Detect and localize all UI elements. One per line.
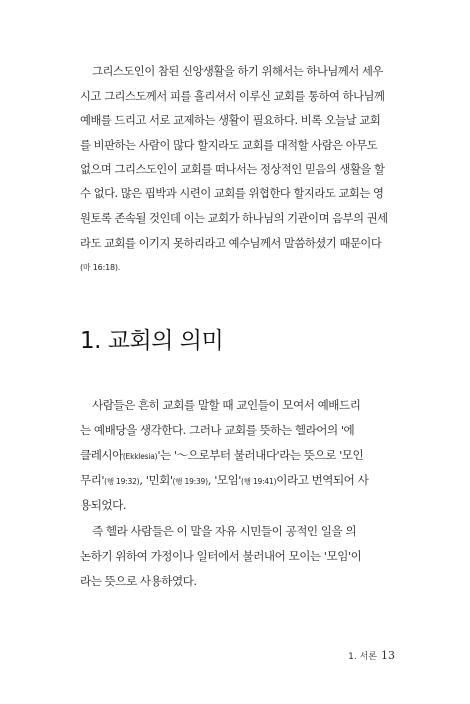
intro-line: 예배를 드리고 서로 교제하는 생활이 필요하다. 비록 오늘날 교회 (80, 114, 381, 127)
scripture-reference: (행 19:41) (241, 477, 277, 486)
body-text: 무리' (80, 473, 105, 487)
section-heading: 1. 교회의 의미 (80, 328, 224, 354)
intro-line: 시고 그리스도께서 피를 흘리셔서 이루신 교회를 통하여 하나님께 (80, 90, 385, 103)
body-text: , '모임' (207, 473, 241, 487)
body-line: 는 예배당을 생각한다. 그러나 교회를 뜻하는 헬라어의 '에 (80, 423, 355, 437)
body-text: , '민회' (139, 473, 173, 487)
intro-line: 없으며 그리스도인이 교회를 떠나서는 정상적인 믿음의 생활을 할 (80, 163, 385, 176)
body-line: 용되었다. (80, 498, 126, 512)
page-number: 13 (381, 649, 395, 662)
body-line (80, 447, 363, 463)
body-line: 즉 헬라 사람들은 이 말을 자유 시민들이 공적인 일을 의 (92, 524, 357, 538)
body-line: 논하기 위하여 가정이나 일터에서 불러내어 모이는 '모임'이 (80, 549, 362, 563)
greek-term: (Ekklesia) (122, 452, 158, 461)
body-text: '는 '～으로부터 불러내다'라는 뜻으로 '모인 (157, 448, 364, 462)
intro-line: 수 없다. 많은 핍박과 시련이 교회를 위협한다 할지라도 교회는 영 (80, 187, 384, 200)
intro-line: 를 비판하는 사람이 많다 할지라도 교회를 대적할 사람은 아무도 (80, 139, 378, 152)
body-line: 사람들은 흔히 교회를 말할 때 교인들이 모여서 예배드리 (92, 398, 361, 412)
footer-section-label: 1. 서론 (348, 652, 377, 662)
intro-line: 라도 교회를 이기지 못하리라고 예수님께서 말씀하셨기 때문이다 (80, 237, 382, 250)
body-line (80, 472, 368, 488)
scripture-citation: (마 16:18). (80, 263, 121, 272)
scripture-reference: (행 19:39) (172, 477, 208, 486)
intro-line: 그리스도인이 참된 신앙생활을 하기 위해서는 하나님께서 세우 (92, 65, 383, 78)
page-footer (348, 649, 395, 662)
body-text: 이라고 번역되어 사 (276, 473, 369, 487)
scripture-reference: (행 19:32) (104, 477, 140, 486)
body-text: 클레시아 (80, 448, 123, 462)
intro-line: 원토록 존속될 것인데 이는 교회가 하나님의 기관이며 음부의 권세 (80, 212, 388, 225)
body-line: 라는 뜻으로 사용하였다. (80, 574, 197, 588)
